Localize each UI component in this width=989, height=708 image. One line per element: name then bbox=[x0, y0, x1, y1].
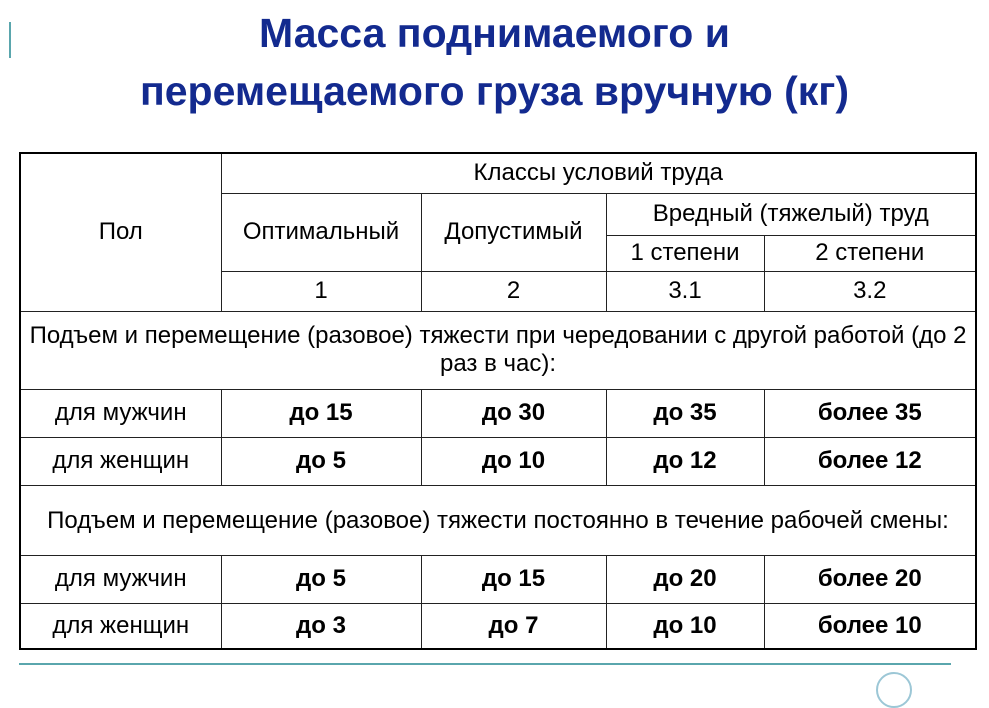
value-cell: до 10 bbox=[421, 437, 606, 485]
table-row bbox=[20, 555, 976, 603]
bottom-rule bbox=[19, 663, 951, 665]
value-cell: до 30 bbox=[421, 389, 606, 437]
header-degree-1: 1 степени bbox=[606, 235, 764, 271]
table-row bbox=[20, 437, 976, 485]
code-cell: 3.2 bbox=[764, 271, 976, 311]
value-cell: до 15 bbox=[221, 389, 421, 437]
value-cell: более 12 bbox=[764, 437, 976, 485]
value-cell: до 15 bbox=[421, 555, 606, 603]
value-cell: до 5 bbox=[221, 555, 421, 603]
title-line-2: перемещаемого груза вручную (кг) bbox=[139, 68, 850, 114]
load-mass-table bbox=[19, 152, 977, 650]
header-optimal: Оптимальный bbox=[221, 193, 421, 271]
table-row bbox=[20, 603, 976, 649]
value-cell: до 12 bbox=[606, 437, 764, 485]
section-row-2 bbox=[20, 485, 976, 555]
value-cell: более 10 bbox=[764, 603, 976, 649]
row-label: для мужчин bbox=[20, 555, 221, 603]
header-row-1 bbox=[20, 153, 976, 193]
value-cell: до 35 bbox=[606, 389, 764, 437]
table-row bbox=[20, 389, 976, 437]
value-cell: до 10 bbox=[606, 603, 764, 649]
row-label: для женщин bbox=[20, 603, 221, 649]
row-label: для женщин bbox=[20, 437, 221, 485]
title-line-1: Масса поднимаемого и bbox=[259, 10, 730, 56]
value-cell: более 35 bbox=[764, 389, 976, 437]
row-label: для мужчин bbox=[20, 389, 221, 437]
value-cell: более 20 bbox=[764, 555, 976, 603]
section-header-2: Подъем и перемещение (разовое) тяжести постоянно в течение рабочей смены: bbox=[20, 485, 976, 555]
code-cell: 2 bbox=[421, 271, 606, 311]
header-dopustimy: Допустимый bbox=[421, 193, 606, 271]
section-row-1 bbox=[20, 311, 976, 389]
header-pol: Пол bbox=[20, 153, 221, 311]
header-degree-2: 2 степени bbox=[764, 235, 976, 271]
value-cell: до 5 bbox=[221, 437, 421, 485]
code-cell: 1 bbox=[221, 271, 421, 311]
slide-title bbox=[0, 0, 989, 120]
circle-icon bbox=[876, 672, 912, 708]
value-cell: до 20 bbox=[606, 555, 764, 603]
value-cell: до 3 bbox=[221, 603, 421, 649]
header-vredny: Вредный (тяжелый) труд bbox=[606, 193, 976, 235]
header-classes: Классы условий труда bbox=[221, 153, 976, 193]
section-header-1: Подъем и перемещение (разовое) тяжести при чередовании с другой работой (до 2 раз в час): bbox=[20, 311, 976, 389]
code-cell: 3.1 bbox=[606, 271, 764, 311]
value-cell: до 7 bbox=[421, 603, 606, 649]
